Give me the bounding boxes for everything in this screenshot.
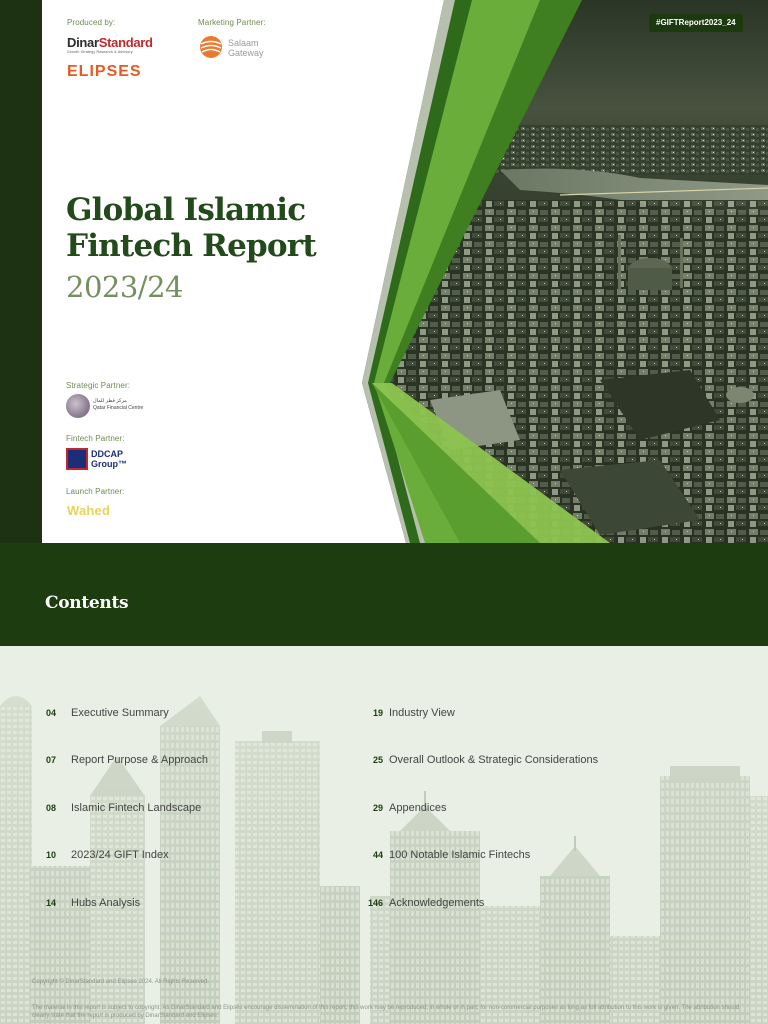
toc-item[interactable] [363, 752, 598, 768]
report-year: 2023/24 [66, 270, 183, 304]
copyright-notice: Copyright © DinarStandard and Elipses 2024. All Rights Reserved. [32, 979, 210, 985]
logo-dinar-part: Dinar [67, 35, 99, 50]
salaam-line-2: Gateway [228, 48, 264, 58]
strategic-partner-label: Strategic Partner: [66, 381, 131, 390]
toc-item[interactable] [46, 895, 140, 911]
toc-item[interactable] [46, 847, 169, 863]
ddcap-line-2: Group™ [91, 459, 127, 469]
toc-label: Overall Outlook & Strategic Considerations [389, 754, 599, 766]
hashtag-badge: #GIFTReport2023_24 [649, 14, 743, 32]
ddcap-line-1: DDCAP [91, 449, 124, 459]
toc-page-number: 07 [46, 755, 57, 765]
toc-item[interactable] [363, 705, 455, 721]
toc-page-number: 04 [46, 708, 57, 718]
ddcap-logo [91, 449, 127, 469]
toc-label: Hubs Analysis [71, 897, 141, 909]
qfc-line-2: Qatar Financial Centre [93, 405, 144, 411]
salaam-line-1: Salaam [228, 38, 259, 48]
toc-label: Report Purpose & Approach [71, 754, 208, 766]
contents-body [0, 646, 768, 1024]
qfc-mark-icon [66, 394, 90, 418]
title-line-2: Fintech Report [66, 228, 316, 264]
toc-item[interactable] [363, 800, 447, 816]
qfc-line-1: مركز قطر للمال [93, 398, 127, 404]
ddcap-mark-icon [66, 448, 88, 470]
dinarstandard-tagline: Growth Strategy Research & Advisory [67, 50, 133, 54]
toc-label: Islamic Fintech Landscape [71, 802, 202, 814]
salaam-gateway-logo [228, 38, 264, 58]
report-title [66, 192, 386, 264]
title-line-1: Global Islamic [66, 192, 306, 228]
marketing-partner-label: Marketing Partner: [198, 18, 266, 27]
contents-header [0, 543, 768, 646]
toc-page-number: 44 [372, 850, 383, 860]
toc-page-number: 14 [46, 898, 57, 908]
toc-item[interactable] [363, 847, 530, 863]
city-skyline-background [0, 646, 768, 1024]
toc-label: 2023/24 GIFT Index [71, 849, 169, 861]
toc-page-number: 10 [46, 850, 57, 860]
toc-page-number: 08 [46, 803, 57, 813]
toc-label: Appendices [389, 802, 447, 814]
toc-label: 100 Notable Islamic Fintechs [389, 849, 531, 861]
copyright-disclaimer: The material in this report is subject to copyright. As DinarStandard and Elipses encourage dissemination of this report, this work may be reproduced, in whole or in part, for non-commercial purposes as long as full attribution to this work is given. The attribution should clearly state that the report is produced by DinarStandard and Elipses. [32, 1005, 740, 1019]
produced-by-label: Produced by: [67, 18, 116, 27]
elipses-logo: ELIPSES [67, 63, 142, 80]
contents-title: Contents [45, 593, 129, 613]
toc-label: Industry View [389, 707, 455, 719]
toc-page-number: 25 [372, 755, 383, 765]
toc-page-number: 146 [367, 898, 383, 908]
toc-page-number: 29 [372, 803, 383, 813]
launch-partner-label: Launch Partner: [66, 487, 125, 496]
toc-item[interactable] [363, 895, 484, 911]
toc-page-number: 19 [372, 708, 383, 718]
dinarstandard-logo [67, 35, 153, 50]
toc-item[interactable] [46, 800, 201, 816]
logo-standard-part: Standard [98, 35, 153, 50]
wahed-logo: Wahed [67, 503, 111, 518]
qfc-logo [93, 398, 143, 412]
fintech-partner-label: Fintech Partner: [66, 434, 125, 443]
toc-item[interactable] [46, 705, 169, 721]
toc-item[interactable] [46, 752, 208, 768]
salaam-gateway-mark-icon [198, 34, 224, 60]
toc-label: Acknowledgements [389, 897, 485, 909]
toc-label: Executive Summary [71, 707, 169, 719]
